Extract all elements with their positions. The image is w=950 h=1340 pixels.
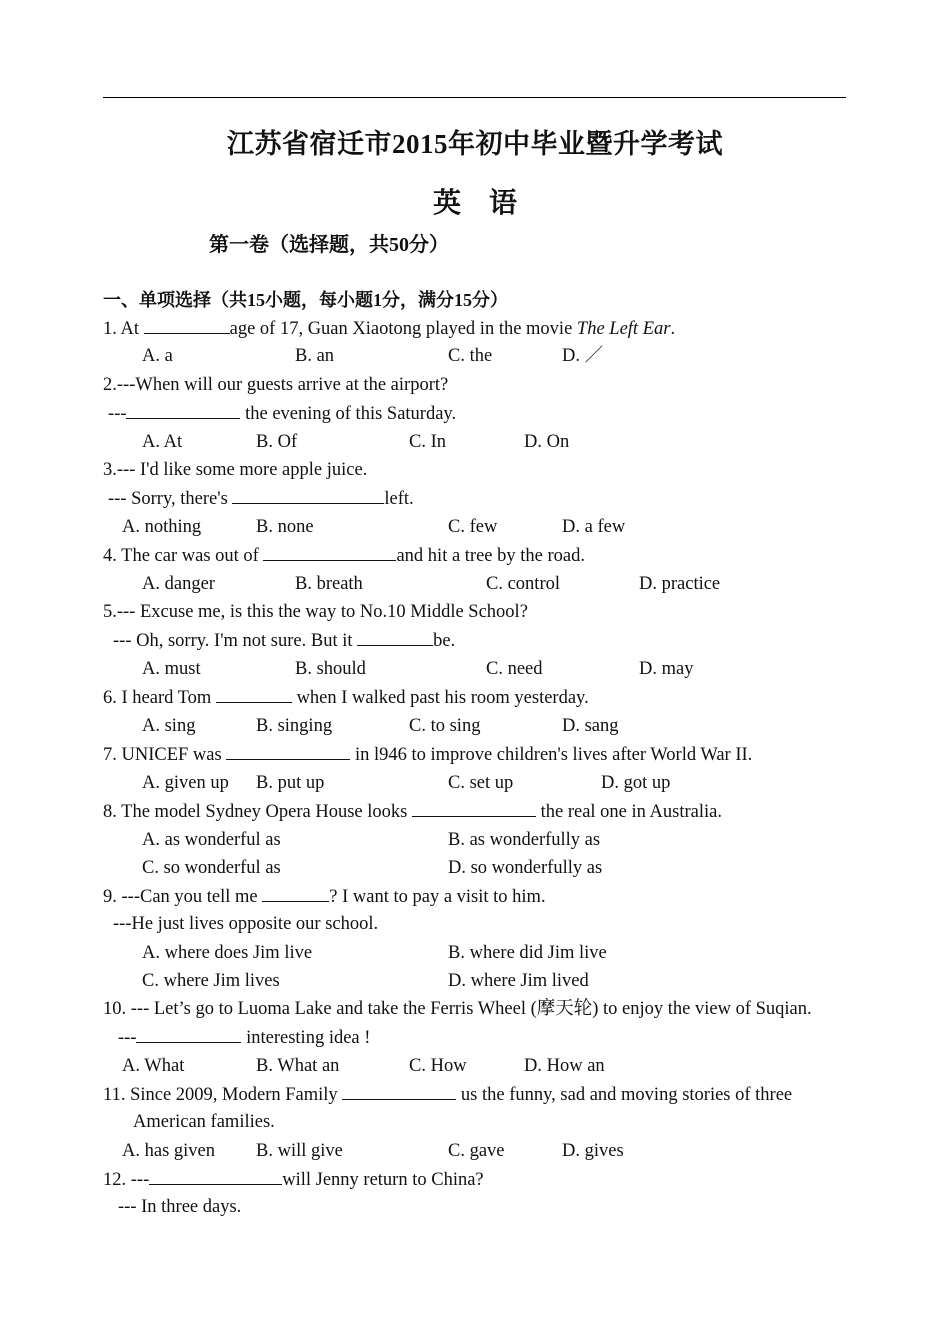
answer-blank (342, 1083, 456, 1100)
question-3-stem: 3.--- I'd like some more apple juice. (103, 460, 368, 480)
option: A. has given (122, 1141, 215, 1161)
option: C. to sing (409, 716, 481, 736)
option: D. a few (562, 517, 626, 537)
option: B. none (256, 517, 314, 537)
option: A. given up (142, 773, 229, 793)
option: A. sing (142, 716, 196, 736)
question-2-stem: 2.---When will our guests arrive at the airport? (103, 375, 449, 395)
question-5-response: --- Oh, sorry. I'm not sure. But it be. (113, 631, 456, 651)
volume-title: 第一卷（选择题，共50分） (209, 234, 449, 256)
section-title: 一、单项选择（共15小题，每小题1分，满分15分） (103, 290, 508, 310)
option: B. should (295, 659, 366, 679)
answer-blank (357, 629, 433, 646)
question-6-stem: 6. I heard Tom when I walked past his room yesterday. (103, 688, 589, 708)
option: D. sang (562, 716, 619, 736)
option: C. In (409, 432, 446, 452)
option: D. where Jim lived (448, 971, 589, 991)
option: A. as wonderful as (142, 830, 281, 850)
exam-title: 江苏省宿迁市2015年初中毕业暨升学考试 (227, 129, 723, 159)
option: D. On (524, 432, 570, 452)
option: C. the (448, 346, 493, 366)
answer-blank (136, 1026, 241, 1043)
option: D. ／ (562, 346, 604, 366)
answer-blank (263, 544, 396, 561)
option: B. breath (295, 574, 363, 594)
option: A. must (142, 659, 201, 679)
question-8-stem: 8. The model Sydney Opera House looks the real one in Australia. (103, 802, 722, 822)
question-11-stem-continued: American families. (133, 1112, 275, 1132)
question-2-response: --- the evening of this Saturday. (108, 404, 457, 424)
option: B. will give (256, 1141, 343, 1161)
option: C. few (448, 517, 498, 537)
answer-blank (149, 1168, 282, 1185)
option: C. need (486, 659, 543, 679)
option: B. put up (256, 773, 325, 793)
option: C. How (409, 1056, 467, 1076)
option: A. danger (142, 574, 215, 594)
question-9-stem: 9. ---Can you tell me ? I want to pay a visit to him. (103, 887, 546, 907)
option: D. may (639, 659, 694, 679)
option: D. How an (524, 1056, 605, 1076)
question-9-response: ---He just lives opposite our school. (113, 914, 379, 934)
option: D. got up (601, 773, 671, 793)
option: A. At (142, 432, 183, 452)
option: C. so wonderful as (142, 858, 281, 878)
option: D. gives (562, 1141, 624, 1161)
answer-blank (412, 800, 536, 817)
question-7-stem: 7. UNICEF was in l946 to improve children's lives after World War II. (103, 745, 753, 765)
question-3-response: --- Sorry, there's left. (108, 489, 414, 509)
option: B. What an (256, 1056, 340, 1076)
question-12-response: --- In three days. (118, 1197, 242, 1217)
option: B. as wonderfully as (448, 830, 601, 850)
option: C. where Jim lives (142, 971, 280, 991)
option: A. nothing (122, 517, 202, 537)
option: A. where does Jim live (142, 943, 313, 963)
question-12-stem: 12. --- will Jenny return to China? (103, 1170, 484, 1190)
option: C. control (486, 574, 560, 594)
answer-blank (144, 317, 230, 334)
option: B. Of (256, 432, 298, 452)
question-1-stem: 1. At age of 17, Guan Xiaotong played in the movie The Left Ear. (103, 319, 676, 339)
option: B. where did Jim live (448, 943, 607, 963)
option: C. set up (448, 773, 514, 793)
question-11-stem: 11. Since 2009, Modern Family us the funny, sad and moving stories of three (103, 1085, 793, 1105)
answer-blank (216, 686, 292, 703)
option: A. What (122, 1056, 185, 1076)
answer-blank (262, 885, 329, 902)
answer-blank (126, 402, 240, 419)
option: D. practice (639, 574, 721, 594)
answer-blank (226, 743, 350, 760)
subject-title: 英 语 (432, 188, 517, 219)
option: C. gave (448, 1141, 505, 1161)
option: A. a (142, 346, 173, 366)
question-10-response: --- interesting idea ! (118, 1028, 371, 1048)
answer-blank (232, 487, 384, 504)
header-rule (103, 97, 846, 98)
question-10-stem: 10. --- Let’s go to Luoma Lake and take the Ferris Wheel (摩天轮) to enjoy the view of Suqian. (103, 999, 812, 1019)
question-4-stem: 4. The car was out of and hit a tree by the road. (103, 546, 585, 566)
option: B. singing (256, 716, 333, 736)
option: D. so wonderfully as (448, 858, 603, 878)
question-5-stem: 5.--- Excuse me, is this the way to No.10 Middle School? (103, 602, 528, 622)
option: B. an (295, 346, 335, 366)
